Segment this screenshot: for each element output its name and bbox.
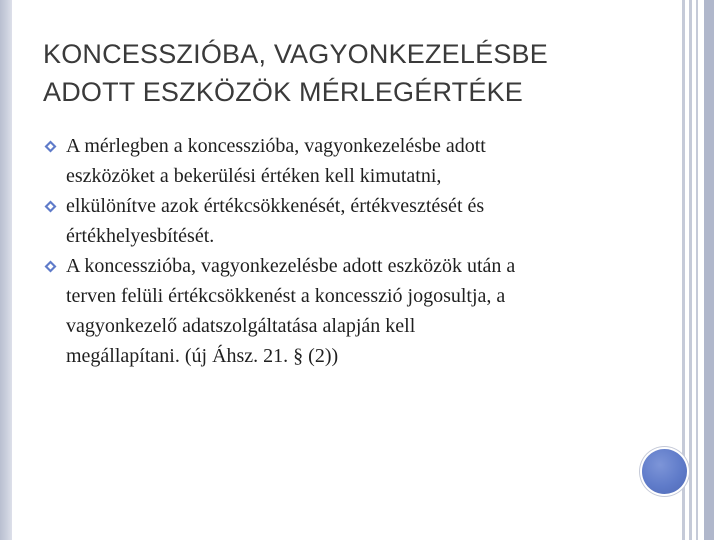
bullet-item <box>44 191 644 251</box>
bullet-item <box>44 251 644 371</box>
bullet-text-line: elkülönítve azok értékcsökkenését, értékvesztését és <box>66 195 485 217</box>
bullet-text-line: értékhelyesbítését. <box>66 225 215 247</box>
right-decorative-line <box>696 0 698 540</box>
right-decorative-line <box>689 0 692 540</box>
slide-title-line: ADOTT ESZKÖZÖK MÉRLEGÉRTÉKE <box>43 77 523 107</box>
bullet-text <box>66 131 644 191</box>
bullet-mark-icon <box>44 260 57 273</box>
slide-title-line: KONCESSZIÓBA, VAGYONKEZELÉSBE <box>43 39 548 69</box>
bullet-text-line: eszközöket a bekerülési értéken kell kimutatni, <box>66 165 442 187</box>
bullet-list <box>44 131 644 371</box>
decorative-circle <box>642 449 687 494</box>
left-decorative-bar <box>0 0 12 540</box>
bullet-text-line: A mérlegben a koncesszióba, vagyonkezelésbe adott <box>66 135 486 157</box>
bullet-text-line: terven felüli értékcsökkenést a koncesszió jogosultja, a <box>66 285 506 307</box>
bullet-text-line: megállapítani. (új Áhsz. 21. § (2)) <box>66 345 339 367</box>
bullet-text <box>66 191 644 251</box>
bullet-mark-icon <box>44 200 57 213</box>
right-decorative-bar <box>704 0 714 540</box>
bullet-text-line: vagyonkezelő adatszolgáltatása alapján kell <box>66 315 416 337</box>
bullet-text <box>66 251 644 371</box>
bullet-item <box>44 131 644 191</box>
bullet-mark-icon <box>44 140 57 153</box>
bullet-text-line: A koncesszióba, vagyonkezelésbe adott eszközök után a <box>66 255 516 277</box>
slide-title <box>43 35 663 111</box>
